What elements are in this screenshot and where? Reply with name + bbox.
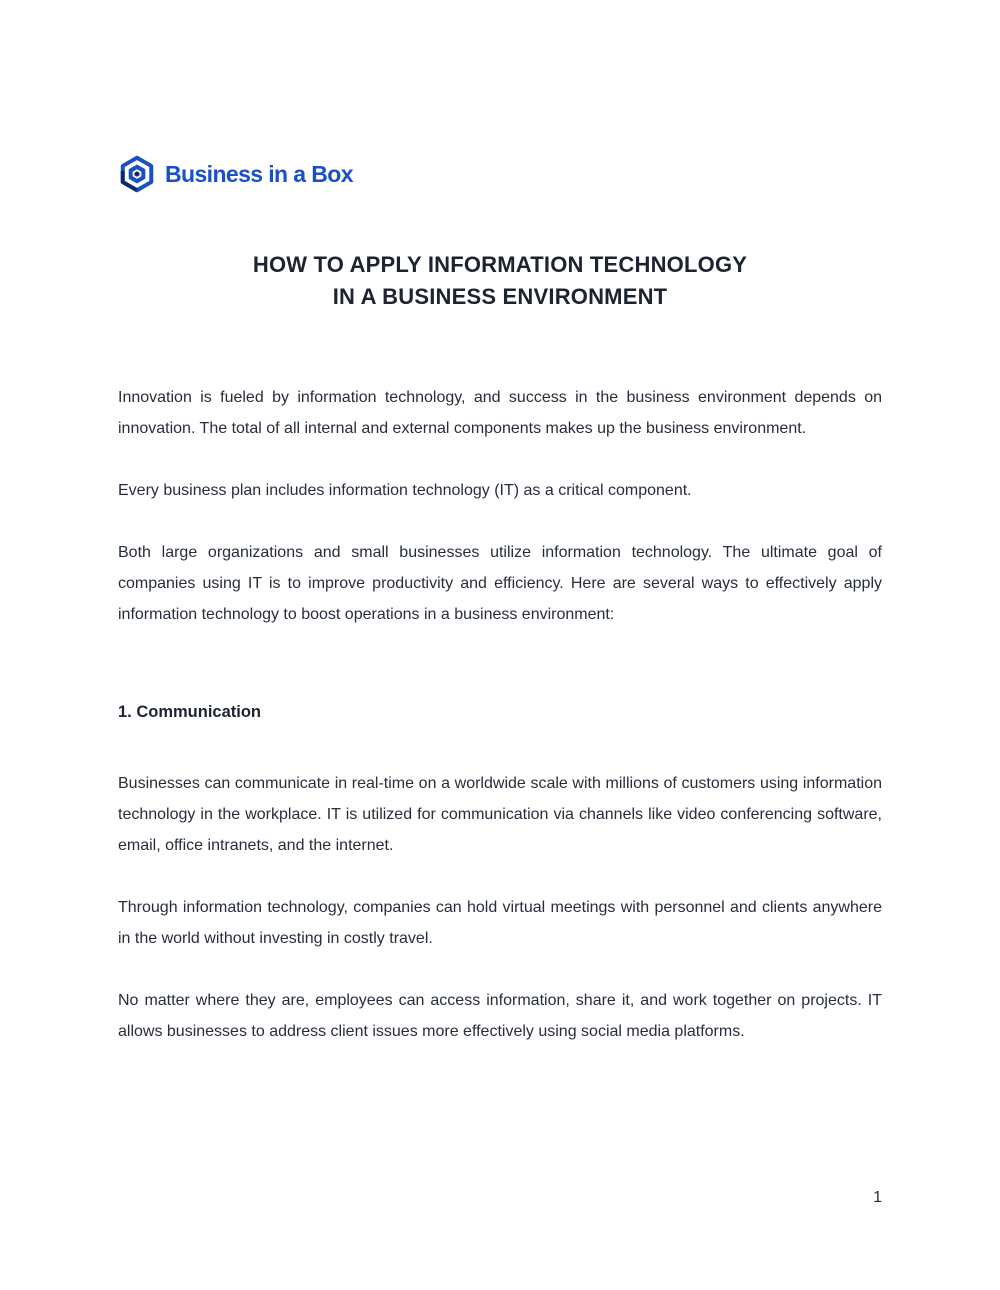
brand-logo-text: Business in a Box bbox=[165, 160, 353, 187]
intro-paragraph-2: Every business plan includes information technology (IT) as a critical component. bbox=[118, 482, 692, 499]
section-paragraph-3: No matter where they are, employees can access information, share it, and work together on projects. IT allows businesses to address client issues more effectively using social media platforms. bbox=[118, 992, 882, 1040]
document-title-line-1: HOW TO APPLY INFORMATION TECHNOLOGY bbox=[252, 252, 748, 277]
document-title-line-2: IN A BUSINESS ENVIRONMENT bbox=[332, 284, 668, 309]
section-paragraph-1: Businesses can communicate in real-time on a worldwide scale with millions of customers using information technology in the workplace. IT is utilized for communication via channels like video conferencing software, email, office intranets, and the internet. bbox=[118, 775, 882, 854]
intro-paragraph-1: Innovation is fueled by information technology, and success in the business environment depends on innovation. The total of all internal and external components makes up the business environment. bbox=[118, 389, 882, 437]
hexagon-logo-icon bbox=[118, 155, 156, 193]
intro-paragraph-3: Both large organizations and small businesses utilize information technology. The ultimate goal of companies using IT is to improve productivity and efficiency. Here are several ways to effectively apply information technology to boost operations in a business environment: bbox=[118, 544, 882, 623]
section-paragraph-2: Through information technology, companies can hold virtual meetings with personnel and clients anywhere in the world without investing in costly travel. bbox=[118, 899, 882, 947]
section-heading-communication: 1. Communication bbox=[118, 703, 262, 721]
document-body bbox=[118, 382, 882, 1078]
brand-logo bbox=[118, 155, 353, 193]
page-number: 1 bbox=[873, 1189, 882, 1206]
document-title bbox=[118, 249, 882, 313]
